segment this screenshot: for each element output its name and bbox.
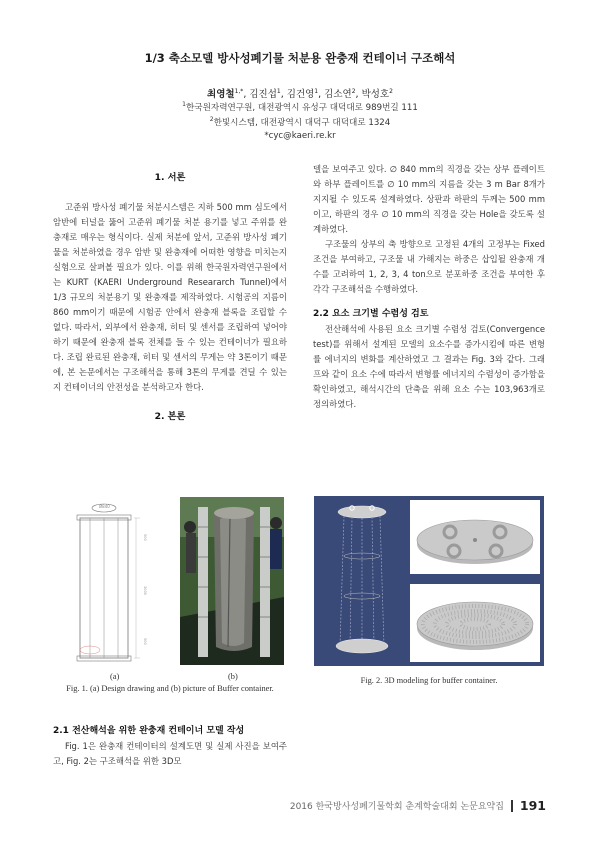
- author-name: 김소연: [324, 89, 352, 100]
- fig2-caption: Fig. 2. 3D modeling for buffer container.: [360, 676, 498, 685]
- left-column-top: [53, 170, 287, 424]
- paper-title: 1/3 축소모델 방사성폐기물 처분용 완충재 컨테이너 구조해석: [144, 51, 456, 65]
- fig1-caption: Fig. 1. (a) Design drawing and (b) picture of Buffer container.: [66, 684, 274, 693]
- design-drawing-svg: [60, 500, 168, 670]
- author-name: 김건영: [286, 89, 315, 100]
- 3d-model-svg: [314, 496, 544, 666]
- affiliation-1: $^1$한국원자력연구원, 대전광역시 유성구 대덕대로 989번길 111: [182, 101, 418, 113]
- subsection-title-2-2: 2.2 요소 크기별 수렴성 검토: [313, 309, 429, 319]
- intro-paragraph: 고준위 방사성 폐기물 처분시스템은 지하 500 mm 심도에서 암반에 터널을 뚫어 고준위 폐기물 처분 용기를 넣고 주위를 완충재로 매우는 형식이다. 실제 처분에 앞서, 고준위 방사성 폐기물을 처분하였을 경우 암반 및 완충재에 어떠한 영향을 미치는지 실험으로 살펴볼 필요가 있다. 이를 위해 한국원자력연구원에서는 KURT (KAERI Underground Researarch Tunnel)에서 1/3 규모의 처분용기 및 완충재를 제작하였다. 시험공의 지름이 860 mm이기 때문에 시험공 안에서 완충재 블록을 조립할 수 없다. 따라서, 외부에서 완충재, 히터 및 센서를 조립하여 넣어야 하기 때문에 완충재 블록 전체를 들 수 있는 컨테이너가 필요하다. 조립 완료된 완충재, 히터 및 센서의 무게는 약 3톤이기 때문에, 본 논문에서는 구조해석을 통해 3톤의 무게를 견딜 수 있는지 컨테이너의 안전성을 분석하고자 한다.: [53, 202, 287, 392]
- fig1-label-a: (a): [110, 672, 120, 681]
- dimension-label: 3000: [143, 586, 147, 595]
- s22-paragraph: 전산해석에 사용된 요소 크기별 수렴성 검토(Convergence test)를 위해서 설계된 모델의 요소수를 증가시킴에 따른 변형률 에너지의 변화를 계산하였고 그 결과는 Fig. 3와 같다. 그래프와 같이 요소 수에 따라서 변형률 에너지의 수렴성이 증가함을 확인하였고, 해석시간의 단축을 위해 요소 수는 103,963개로 정의하였다.: [313, 324, 545, 409]
- section-title-intro: 1. 서론: [154, 172, 186, 183]
- 3d-model-figure: [314, 496, 544, 666]
- dimension-label: 500: [143, 534, 147, 541]
- subsection-title-2-1: 2.1 전산해석을 위한 완충재 컨테이너 모델 작성: [53, 726, 245, 736]
- fig1-label-b: (b): [228, 672, 238, 681]
- dimension-label: Ø840: [99, 504, 110, 509]
- design-drawing-figure: [60, 500, 168, 670]
- buffer-container-photo: [180, 497, 284, 665]
- author-name: 박성호: [361, 89, 390, 100]
- photo-svg: [180, 497, 284, 665]
- lead-author: 최영철: [207, 89, 235, 100]
- page-number: 191: [519, 798, 546, 813]
- right-column-top: [313, 162, 545, 412]
- footer-divider: [511, 800, 513, 812]
- s21-paragraph: Fig. 1은 완충재 컨테이터의 설계도면 및 실제 사진을 보여주고, Fig. 2는 구조해석을 위한 3D모: [53, 741, 287, 766]
- lead-author-mark: 1,*: [234, 87, 244, 95]
- load-condition-paragraph: 구조물의 상부의 축 방향으로 고정된 4개의 고정부는 Fixed조건을 부여하고, 구조물 내 가해지는 하중은 삽입될 완충재 개수를 고려하여 1, 2, 3, 4 ton으로 분포하중 조건을 부여한 후 각각 구조해석을 수행하였다.: [313, 239, 545, 294]
- author-name: 김진섭: [249, 89, 277, 100]
- left-column-bottom: [53, 724, 287, 769]
- author-line: 최영철$^{1,*}$, 김진섭$^1$, 김건영$^1$, 김소연$^2$, 박성호$^2$: [207, 87, 393, 100]
- affiliation-2: $^2$한빛시스템, 대전광역시 대덕구 대덕대로 1324: [209, 116, 391, 128]
- dimension-label: 500: [143, 638, 147, 645]
- footer-text: 2016 한국방사성폐기물학회 춘계학술대회 논문요약집: [289, 802, 504, 812]
- section-title-body: 2. 본론: [154, 411, 186, 422]
- corresponding-email: *cyc@kaeri.re.kr: [264, 131, 336, 141]
- page-footer: [290, 798, 546, 813]
- model-description-paragraph: 델을 보여주고 있다. ∅ 840 mm의 직경을 갖는 상부 플레이트와 하부 플레이트를 ∅ 10 mm의 지름을 갖는 3 m Bar 8개가 지지될 수 있도록 설계하였다. 상판과 하판의 두께는 500 mm이고, 하판의 경우 ∅ 10 mm의 직경을 갖는 Hole을 갖도록 설계하였다.: [313, 164, 545, 234]
